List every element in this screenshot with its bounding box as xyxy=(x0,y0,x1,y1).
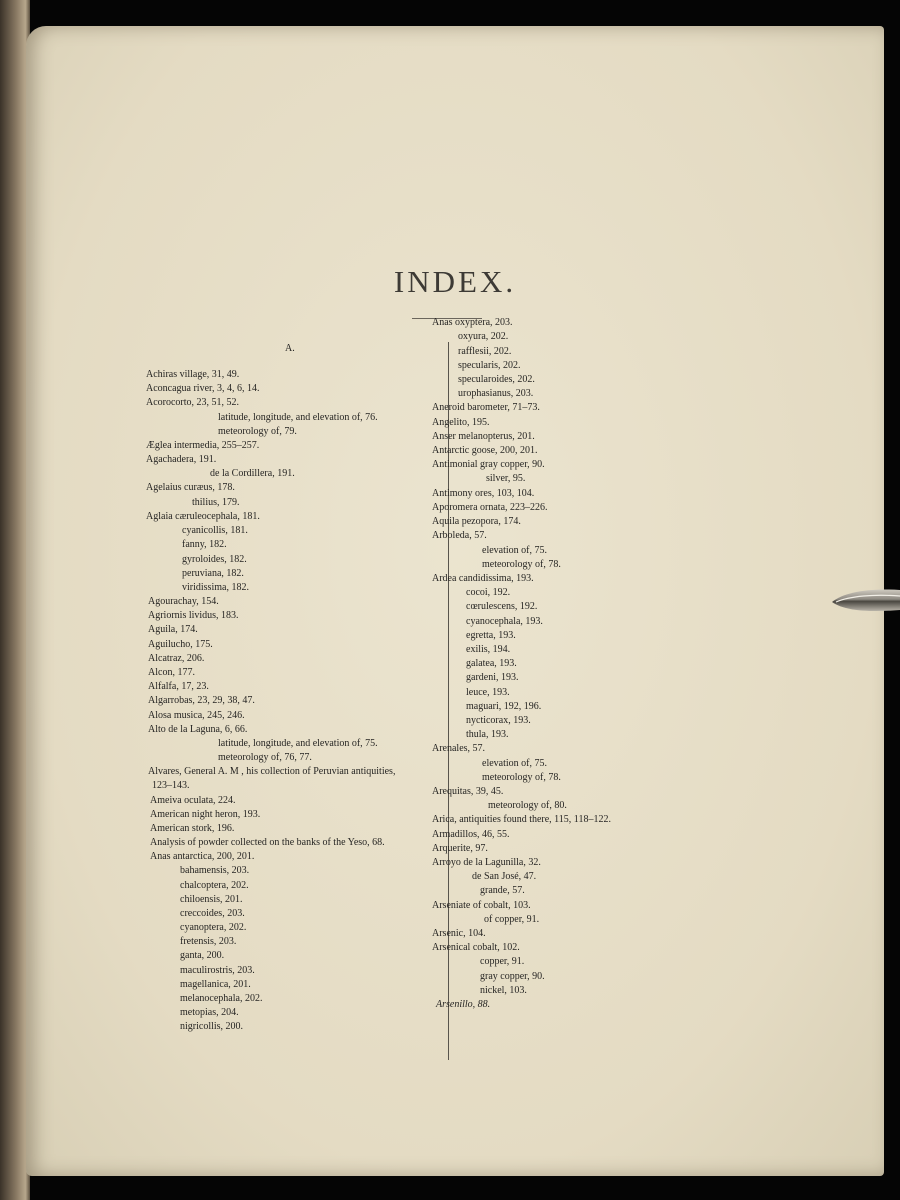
left-column-entry: Ameiva oculata, 224. xyxy=(150,795,236,806)
right-column-entry: Arroyo de la Lagunilla, 32. xyxy=(432,857,541,868)
right-column-entry: Aporomera ornata, 223–226. xyxy=(432,502,548,513)
right-column-entry: Arseniate of cobalt, 103. xyxy=(432,900,531,911)
left-column-entry: 123–143. xyxy=(152,780,190,791)
left-column-entry: Alvares, General A. M , his collection of Peruvian antiquities, xyxy=(148,766,396,777)
right-column-entry: nycticorax, 193. xyxy=(466,715,531,726)
right-column-entry: copper, 91. xyxy=(480,956,525,967)
right-column-entry: silver, 95. xyxy=(486,473,526,484)
right-column-entry: meteorology of, 78. xyxy=(482,772,561,783)
left-column-entry: latitude, longitude, and elevation of, 76. xyxy=(218,412,378,423)
right-column-entry: gardeni, 193. xyxy=(466,672,519,683)
right-column-entry: egretta, 193. xyxy=(466,630,516,641)
page-title: INDEX. xyxy=(393,264,517,299)
right-column-entry: Arica, antiquities found there, 115, 118–122. xyxy=(432,814,611,825)
left-column-entry: cyanoptera, 202. xyxy=(180,922,247,933)
right-column-entry: elevation of, 75. xyxy=(482,545,547,556)
left-column-entry: thilius, 179. xyxy=(192,497,240,508)
left-column-entry: viridissima, 182. xyxy=(182,582,249,593)
right-column-entry: cocoi, 192. xyxy=(466,587,511,598)
right-column-entry: Antarctic goose, 200, 201. xyxy=(432,445,538,456)
left-column-entry: meteorology of, 76, 77. xyxy=(218,752,312,763)
right-column-entry: specularoides, 202. xyxy=(458,374,535,385)
right-column-entry: Arequitas, 39, 45. xyxy=(432,786,504,797)
right-column-entry: meteorology of, 80. xyxy=(488,800,567,811)
right-column-entry: Arenales, 57. xyxy=(432,743,486,754)
right-column-entry: Aquila pezopora, 174. xyxy=(432,516,521,527)
left-column-entry: de la Cordillera, 191. xyxy=(210,468,295,479)
left-column-entry: Alto de la Laguna, 6, 66. xyxy=(148,724,248,735)
right-column-entry: leuce, 193. xyxy=(466,687,510,698)
right-column-entry: cyanocephala, 193. xyxy=(466,616,543,627)
left-column-entry: Agriornis lividus, 183. xyxy=(148,610,239,621)
section-letter: A. xyxy=(285,343,295,354)
right-column-entry: oxyura, 202. xyxy=(458,331,509,342)
right-column-entry: Arboleda, 57. xyxy=(432,530,487,541)
left-column-entry: Alfalfa, 17, 23. xyxy=(148,681,209,692)
right-column-entry: Anas oxyptera, 203. xyxy=(432,317,513,328)
right-column-entry: Arsenic, 104. xyxy=(432,928,486,939)
right-column-entry: Armadillos, 46, 55. xyxy=(432,829,510,840)
right-column-entry: of copper, 91. xyxy=(484,914,540,925)
right-column-entry: urophasianus, 203. xyxy=(458,388,534,399)
right-column-entry: galatea, 193. xyxy=(466,658,517,669)
left-column-entry: Algarrobas, 23, 29, 38, 47. xyxy=(148,695,255,706)
left-column-entry: Analysis of powder collected on the banks of the Yeso, 68. xyxy=(150,837,385,848)
left-column-entry: gyroloides, 182. xyxy=(182,554,247,565)
book-page xyxy=(26,26,884,1176)
left-column-entry: chiloensis, 201. xyxy=(180,894,243,905)
left-column-entry: maculirostris, 203. xyxy=(180,965,255,976)
left-column-entry: melanocephala, 202. xyxy=(180,993,263,1004)
left-column-entry: Agelaius curæus, 178. xyxy=(146,482,235,493)
right-column-entry: Antimony ores, 103, 104. xyxy=(432,488,535,499)
right-column-entry: Arquerite, 97. xyxy=(432,843,488,854)
left-column-entry: ganta, 200. xyxy=(180,950,225,961)
left-column-entry: Æglea intermedia, 255–257. xyxy=(146,440,260,451)
right-column-entry: Aneroid barometer, 71–73. xyxy=(432,402,540,413)
right-column-entry: nickel, 103. xyxy=(480,985,527,996)
left-column-entry: latitude, longitude, and elevation of, 75. xyxy=(218,738,378,749)
right-column-entry: specularis, 202. xyxy=(458,360,521,371)
right-column-entry: Anser melanopterus, 201. xyxy=(432,431,535,442)
right-column-entry: de San José, 47. xyxy=(472,871,537,882)
left-column-entry: creccoides, 203. xyxy=(180,908,245,919)
right-column-entry: meteorology of, 78. xyxy=(482,559,561,570)
left-column-entry: Agachadera, 191. xyxy=(146,454,217,465)
left-column-entry: Achiras village, 31, 49. xyxy=(146,369,240,380)
left-column-entry: bahamensis, 203. xyxy=(180,865,250,876)
left-column-entry: peruviana, 182. xyxy=(182,568,244,579)
left-column-entry: American stork, 196. xyxy=(150,823,235,834)
left-column-entry: magellanica, 201. xyxy=(180,979,251,990)
left-column-entry: nigricollis, 200. xyxy=(180,1021,244,1032)
metal-clip-icon xyxy=(830,584,900,616)
right-column-entry: thula, 193. xyxy=(466,729,509,740)
right-column-entry: Antimonial gray copper, 90. xyxy=(432,459,545,470)
right-column-entry: grande, 57. xyxy=(480,885,525,896)
left-column-entry: Agourachay, 154. xyxy=(148,596,219,607)
left-column-entry: Alosa musica, 245, 246. xyxy=(148,710,245,721)
right-column-entry: elevation of, 75. xyxy=(482,758,547,769)
right-column-entry: cœrulescens, 192. xyxy=(466,601,538,612)
left-column-entry: Acorocorto, 23, 51, 52. xyxy=(146,397,240,408)
left-column-entry: Alcon, 177. xyxy=(148,667,195,678)
right-column-entry: Ardea candidissima, 193. xyxy=(432,573,534,584)
right-column-entry: Angelito, 195. xyxy=(432,417,490,428)
left-column-entry: chalcoptera, 202. xyxy=(180,880,249,891)
left-column-entry: fretensis, 203. xyxy=(180,936,237,947)
left-column-entry: fanny, 182. xyxy=(182,539,227,550)
right-column-entry: maguari, 192, 196. xyxy=(466,701,542,712)
left-column-entry: Aguilucho, 175. xyxy=(148,639,213,650)
right-column-entry: gray copper, 90. xyxy=(480,971,545,982)
left-column-entry: Anas antarctica, 200, 201. xyxy=(150,851,255,862)
left-column-entry: Aconcagua river, 3, 4, 6, 14. xyxy=(146,383,260,394)
left-column-entry: American night heron, 193. xyxy=(150,809,261,820)
left-column-entry: cyanicollis, 181. xyxy=(182,525,248,536)
left-column-entry: Aglaia cæruleocephala, 181. xyxy=(146,511,260,522)
left-column-entry: Alcatraz, 206. xyxy=(148,653,205,664)
right-column-entry: exilis, 194. xyxy=(466,644,511,655)
left-column-entry: meteorology of, 79. xyxy=(218,426,297,437)
right-column-entry: Arsenillo, 88. xyxy=(436,999,491,1010)
left-column-entry: Aguila, 174. xyxy=(148,624,198,635)
left-column-entry: metopias, 204. xyxy=(180,1007,239,1018)
right-column-entry: rafflesii, 202. xyxy=(458,346,512,357)
right-column-entry: Arsenical cobalt, 102. xyxy=(432,942,520,953)
